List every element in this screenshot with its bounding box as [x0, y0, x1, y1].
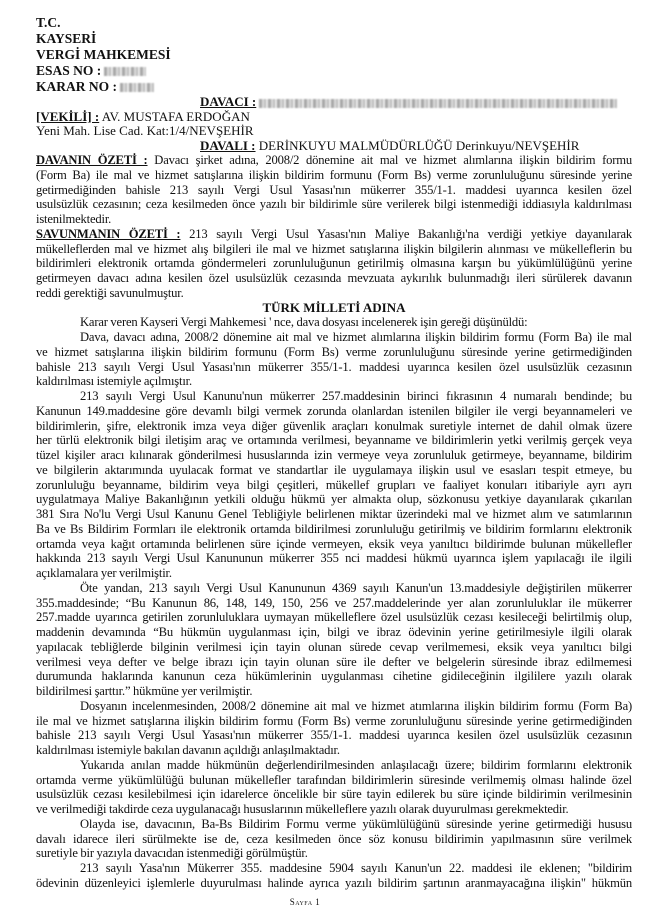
dava-summary-line: getirmediğinden bahisle 213 sayılı Vergi Usul Yasası'nın mükerrer 355/1-1. maddesi uyarınca kesilen özel: [36, 182, 632, 197]
paragraph-line: yapılacak tebliğlerde bilginin verilmesi için tayin olunan sürede cevap verilmemesi, eksik veya yanıltıcı bilgi: [36, 639, 632, 654]
paragraph-line: Ba ve Bs Bildirim Formları ile elektronik ortamda bildirilmesi zorunluluğu getirilmiş ve bildirim formlarını elektronik: [36, 521, 632, 536]
vekili-label: [VEKİLİ] :: [36, 109, 100, 124]
davali-row: [200, 138, 579, 153]
paragraph-line: verilmesi veya defter ve belge ibrazı için tayin olunan süre ile defter ve belgelerin süresinde ibraz edilmemesi: [36, 654, 632, 669]
karar-no: [36, 79, 154, 95]
paragraph-line: ile mal ve hizmet satışlarına ilişkin bildirim formu (Form Bs) verme zorunluluğunu süresinde yerine getirmediğinden: [36, 713, 632, 728]
paragraph-line: 213 sayılı Vergi Usul Kanunu'nun mükerrer 257.maddesinin birinci fıkrasının 4 numaralı bendinde; bu: [80, 389, 632, 403]
paragraph-line: her türlü elektronik bilgi iletişim araç ve ortamında verilmesi, beyanname ve bildirimlerin yetki verilmiş gerçek veya: [36, 433, 632, 448]
vekili-row: [36, 109, 250, 124]
vekili-name: AV. MUSTAFA ERDOĞAN: [99, 109, 250, 124]
dava-summary-line: [36, 153, 632, 168]
header-court: VERGİ MAHKEMESİ: [36, 47, 171, 62]
paragraph-line: usulsüzlük cezası kesilebilmesi için idarelerce öncelikle bir süre tayin edilerek bu süre içinde bildirimin verilmesinin: [36, 787, 632, 802]
davaci-row: [200, 94, 617, 109]
paragraph: [36, 699, 632, 758]
paragraph-line: ve hizmet satışlarına ilişkin bildirim formunu (Form Bs) verme zorunluluğunu süresinde yerine getirmediğinden: [36, 344, 632, 359]
document-body: [36, 153, 632, 891]
savunma-summary-text: 213 sayılı Vergi Usul Yasası'nın Maliye Bakanlığı'na verdiği yetkiye dayanılarak: [180, 226, 632, 241]
paragraph-line: açıklamalara yer verilmiştir.: [36, 566, 172, 580]
dava-summary: [36, 168, 632, 227]
paragraph-line: Dava, davacı adına, 2008/2 dönemine ait mal ve hizmet alımlarına ilişkin bildirim formu (Form Ba) ile mal: [80, 330, 632, 344]
decision-paragraphs: [36, 315, 632, 890]
header-country: T.C.: [36, 15, 61, 30]
dava-summary-text: Davacı şirket adına, 2008/2 dönemine ait mal ve hizmet alımlarına ilişkin bildirim formu: [147, 153, 632, 167]
paragraph: [36, 861, 632, 891]
paragraph-line: Karar veren Kayseri Vergi Mahkemesi ' nce, dava dosyası incelenerek işin gereği düşünüldü:: [80, 315, 528, 330]
davaci-label: DAVACI :: [200, 94, 257, 109]
karar-no-label: KARAR NO :: [36, 79, 117, 94]
savunma-summary-line: [36, 227, 632, 242]
paragraph-line: 381 Sıra No'lu Vergi Usul Kanunu Genel Tebliğiyle belirlenen miktar üzerindeki mal ve hizmet alım ve satımlarının: [36, 507, 632, 521]
paragraph: [36, 581, 632, 699]
paragraph-line: Olayda ise, davacının, Ba-Bs Bildirim Formu verme yükümlülüğünü süresinde yerine getirmediği hususu: [80, 816, 632, 831]
dava-summary-line: (Form Ba) ile mal ve hizmet satışlarına ilişkin bildirim formunu (Form Bs) verme zorunluluğunu süresinde yerine: [36, 167, 632, 182]
paragraph-line: uygulatmaya Maliye Bakanlığının yetkili olduğu hükmü yer almakta olup, sözkonusu yetkiye dayanılarak çıkarılan: [36, 492, 632, 507]
paragraph-line: ve bilgilerin aktarımında uyulacak format ve standartlar ile uygulamaya ilişkin usul ve esasları tespit etmeye, bu: [36, 462, 632, 477]
paragraph-line: Dosyanın incelenmesinden, 2008/2 dönemine ait mal ve hizmet atımlarına ilişkin bildirim formu (Form Ba): [80, 698, 632, 713]
paragraph: [36, 330, 632, 389]
redacted-esas-no: [104, 67, 146, 76]
redacted-karar-no: [120, 83, 154, 92]
paragraph-line: maddenin devamında “Bu hükmün uygulanması için, bilgi ve ibraz ödevinin yerine getirilmesiyle ilgili olarak: [36, 625, 632, 639]
paragraph-line: ortamda veya kağıt ortamında belirlenen süre içinde vermeyen, eksik veya yanıltıcı bildirimde bulunan mükellefler: [36, 536, 632, 551]
paragraph-line: suretiyle bir yazıyla davacıdan istenmediği görülmüştür.: [36, 846, 308, 861]
paragraph-line: kaldırılması istemiyle bakılan davanın açıldığı anlaşılmaktadır.: [36, 743, 340, 757]
paragraph-line: bahisle 213 sayılı Vergi Usul Yasası'nın mükerrer 355/1-1. maddesi uyarınca kesilen özel usulsüzlük cezasının: [36, 728, 632, 743]
davali-name: DERİNKUYU MALMÜDÜRLÜĞÜ Derinkuyu/NEVŞEHİR: [255, 138, 580, 153]
redacted-davaci-name: [259, 99, 617, 108]
vekili-address: Yeni Mah. Lise Cad. Kat:1/4/NEVŞEHİR: [36, 123, 254, 138]
paragraph-line: zorunluluğu beyanname, bildirim veya bilgi çeşitleri, mükellef grupları ve faaliyet konuları itibariyle ayrı ayrı: [36, 477, 632, 492]
esas-no-label: ESAS NO :: [36, 63, 102, 78]
paragraph-line: 355.maddesinde; “Bu Kanunun 86, 148, 149, 150, 256 ve 257.maddelerinde yer alan zorunluluklar ile mükerrer: [36, 595, 632, 610]
paragraph-line: ortamda verme yükümlülüğü bulunan mükellefler tarafından bildirimlerin süresinde verilmemiş olması halinde özel: [36, 772, 632, 787]
dava-summary-label: DAVANIN ÖZETİ :: [36, 153, 148, 167]
paragraph-line: ve verilmediği takdirde ceza uygulanacağı hususlarının mükelleflere yazılı olarak duyurulması gerekmektedir.: [36, 802, 569, 816]
paragraph-line: bahisle 213 sayılı Vergi Usul Yasası'nın mükerrer 355/1-1. maddesi uyarınca kesilen özel usulsüzlük cezasının: [36, 359, 632, 374]
paragraph-line: bildirilmesi şarttır.” hükmüne yer verilmiştir.: [36, 684, 253, 698]
savunma-summary-label: SAVUNMANIN ÖZETİ :: [36, 226, 181, 241]
page-number: Sayfa 1: [289, 897, 321, 907]
davali-label: DAVALI :: [200, 138, 256, 153]
paragraph-line: 213 sayılı Yasa'nın Mükerrer 355. maddesine 5904 sayılı Kanun'un 22. maddesi ile eklenen; "bildirim: [80, 861, 632, 875]
paragraph: [36, 315, 632, 330]
paragraph-line: 257.madde uyarınca getirilen zorunluluklara uymayan mükelleflere özel usulsüzlük cezası kesileceği belirtilmiş olup,: [36, 610, 632, 625]
paragraph: [36, 758, 632, 817]
savunma-summary: [36, 242, 632, 301]
paragraph: [36, 389, 632, 581]
dava-summary-line: istenilmektedir.: [36, 212, 112, 226]
paragraph-line: hakkında 213 sayılı Vergi Usul Kanununun mükerrer 355 nci maddesi hükmü uyarınca işlem yapılacağı ile ilgili: [36, 551, 632, 566]
savunma-summary-line: getirmeyen davacı adına kesilen özel usulsüzlük cezasında mevzuata aykırılık bulunmadığı ileri sürülerek davanın: [36, 271, 632, 285]
savunma-summary-line: bildirimleri elektronik ortamda göndermeleri zorunluluğunun getirilmiş olmasına karşın bu yükümlülüğünü yerine: [36, 256, 632, 271]
dava-summary-line: usulsüzlük cezasının; ceza kesilmeden önce yazılı bir bildirimle süre verilerek bilgi istenmediği iddiasıyla kaldırılması: [36, 197, 632, 212]
decision-title: TÜRK MİLLETİ ADINA: [262, 299, 406, 315]
paragraph-line: ödevinin düzenleyici işlemlerle duyurulması halinde ayrıca yazılı bildirim şartının aranmayacağına ilişkin" hükmün: [36, 875, 632, 890]
paragraph-line: Kanunun 149.maddesine göre devamlı bilgi vermek zorunda olanlardan istenilen bilgiler ile vergi beyannameleri ve: [36, 403, 632, 418]
paragraph-line: Öte yandan, 213 sayılı Vergi Usul Kanununun 4369 sayılı Kanun'un 13.maddesiyle değiştirilen mükerrer: [80, 580, 632, 595]
paragraph-line: bildirimlerin, şifre, elektronik imza veya diğer güvenlik araçları konulmak suretiyle internet de dahil olmak üzere: [36, 418, 632, 433]
savunma-summary-line: mükelleflerden mal ve hizmet alış bilgileri ile mal ve hizmet satışlarına ilişkin bilgilerin alınması ve mükelleflerin bu: [36, 241, 632, 256]
paragraph-line: tüzel kişiler aracı kılınarak gönderilmesi hususlarında izin vermeye veya zorunluluk getirmeye, beyanname, bildirim: [36, 448, 632, 462]
paragraph-line: davalı idarece ileri sürülmekte ise de, ceza kesilmeden önce söz konusu bildirimin yapılmasının süre verilmek: [36, 831, 632, 846]
esas-no: [36, 63, 146, 79]
paragraph: [36, 817, 632, 861]
paragraph-line: durumunda haklarında kanunun ceza hükümlerinin uygulanması cihetine gidileceğinin ilgililere yazılı olarak: [36, 669, 632, 684]
savunma-summary-line: reddi gerektiği savunulmuştur.: [36, 285, 184, 300]
paragraph-line: Yukarıda anılan madde hükmünün değerlendirilmesinden anlaşılacağı üzere; bildirim formlarını elektronik: [80, 757, 632, 772]
paragraph-line: kaldırılması istemiyle açılmıştır.: [36, 374, 192, 389]
header-city: KAYSERİ: [36, 31, 97, 46]
